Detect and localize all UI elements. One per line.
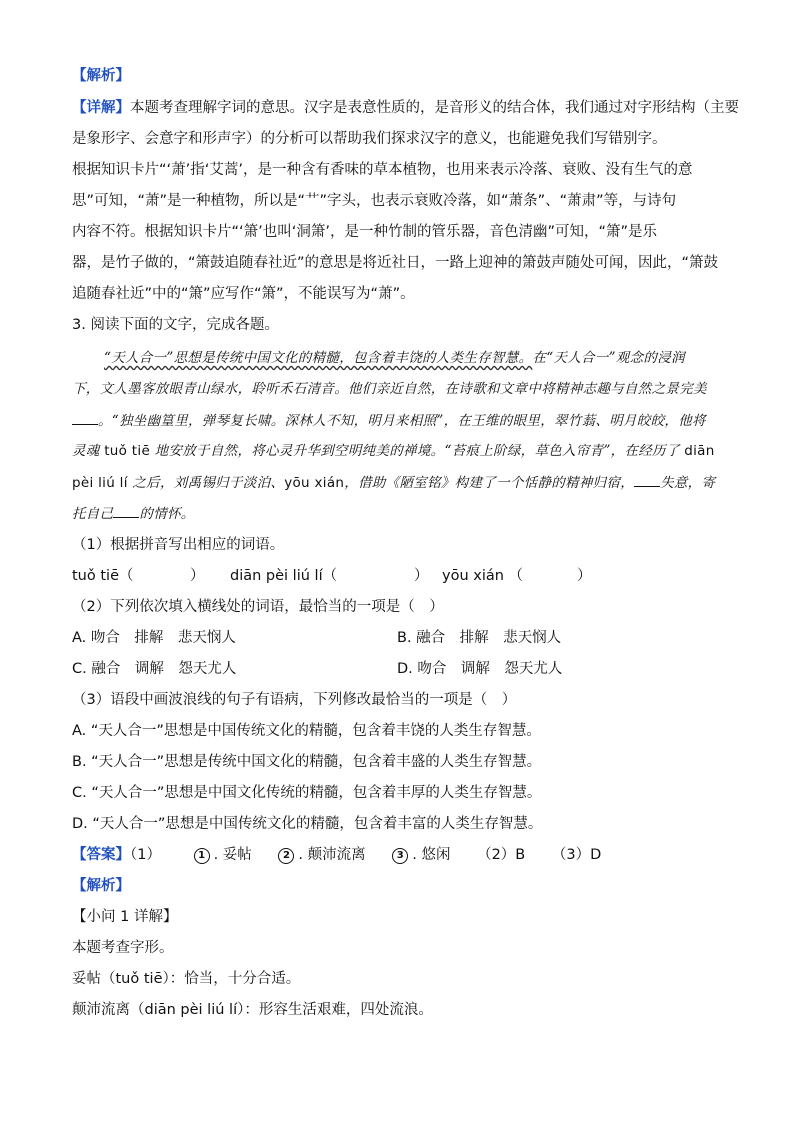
fill-blank[interactable] (634, 472, 660, 487)
passage-line (104, 348, 724, 368)
option-b[interactable]: B. 融合 排解 悲天悯人 (397, 630, 562, 646)
analysis-label: 【解析】 (72, 68, 130, 84)
paragraph-line: 内容不符。根据知识卡片“‘箫’也叫‘洞箫’，是一种竹制的管乐器，音色清幽”可知，“箫”是乐 (72, 224, 657, 240)
number-circle-icon: 3 (392, 848, 408, 864)
answer-part: （3）D (551, 847, 602, 863)
passage-line (72, 410, 724, 431)
pinyin: tuǒ tiē (104, 443, 151, 459)
paragraph-line: 本题考查字形。 (72, 940, 174, 956)
text: 托自己 (72, 506, 114, 522)
text: 。“独坐幽篁里，弹琴复长啸。深林人不知，明月来相照”，在王维的眼里，翠竹蓊、明月皎皎，他将 (98, 413, 706, 429)
answer-part: （2）B (477, 847, 526, 863)
wavy-sentence: “天人合一”思想是传统中国文化的精髓，包含着丰饶的人类生存智慧。 (104, 350, 533, 366)
detail-tag: 【详解】 (72, 100, 130, 116)
option-a[interactable]: A. “天人合一”思想是中国传统文化的精髓，包含着丰饶的人类生存智慧。 (72, 723, 541, 739)
pinyin-prompt: yōu xián （ (442, 568, 524, 584)
paragraph-line (72, 98, 739, 118)
fill-blank[interactable] (113, 503, 139, 518)
fill-blank[interactable] (72, 410, 98, 425)
close-paren: ） (414, 568, 429, 584)
pinyin-prompt: diān pèi liú lí（ (230, 568, 338, 584)
answer-word: . 悠闲 (412, 847, 451, 863)
close-paren: ） (577, 568, 592, 584)
subsection-heading: 【小问 1 详解】 (72, 909, 178, 925)
pinyin: pèi liú lí (72, 475, 128, 491)
option-c[interactable]: C. 融合 调解 怨天尤人 (72, 661, 237, 677)
text: 的情怀。 (139, 506, 195, 522)
passage-line: 下，文人墨客放眼青山绿水，聆听禾石清音。他们亲近自然，在诗歌和文章中将精神志趣与自然之景完美 (72, 381, 707, 397)
subquestion-stem: （1）根据拼音写出相应的词语。 (72, 537, 285, 553)
passage-line (72, 472, 724, 493)
paragraph-line: 思”可知，“萧”是一种植物，所以是“艹”字头，也表示衰败冷落，如“萧条”、“萧肃”等，与诗句 (72, 193, 677, 209)
answer-word: . 颠沛流离 (298, 847, 366, 863)
answer-word: . 妥帖 (213, 847, 252, 863)
option-a[interactable]: A. 吻合 排解 悲天悯人 (72, 630, 236, 646)
pinyin: yōu xián (284, 475, 345, 491)
option-c[interactable]: C. “天人合一”思想是中国文化传统的精髓，包含着丰厚的人类生存智慧。 (72, 785, 542, 801)
number-circle-icon: 2 (278, 848, 294, 864)
question-title: 3. 阅读下面的文字，完成各题。 (72, 317, 279, 333)
paragraph-line: 根据知识卡片“‘萧’指‘艾蒿’，是一种含有香味的草本植物，也用来表示冷落、衰败、没有生气的意 (72, 162, 693, 178)
answer-part: （1） (130, 847, 161, 863)
pinyin: diān (684, 443, 715, 459)
text: 失意，寄 (660, 475, 716, 491)
text: ，借助《陋室铭》构建了一个恬静的精神归宿， (344, 475, 635, 491)
analysis-label: 【解析】 (72, 878, 130, 894)
text: 本题考查理解字词的意思。汉字是表意性质的，是音形义的结合体，我们通过对字形结构（主要 (130, 100, 739, 116)
text: 之后，刘禹锡归于淡泊、 (132, 475, 285, 491)
paragraph-line: 追随春社近”中的“箫”应写作“箫”，不能误写为“萧”。 (72, 286, 415, 302)
option-d[interactable]: D. “天人合一”思想是中国传统文化的精髓，包含着丰富的人类生存智慧。 (72, 816, 543, 832)
text: 灵魂 (72, 443, 100, 459)
number-circle-icon: 1 (194, 848, 210, 864)
pinyin-prompt: tuǒ tiē（ (72, 568, 134, 584)
text: 地安放于自然，将心灵升华到空明纯美的禅境。“苔痕上阶绿，草色入帘青”，在经历了 (154, 443, 680, 459)
subquestion-stem: （3）语段中画波浪线的句子有语病，下列修改最恰当的一项是（ ） (72, 692, 517, 708)
passage-line (72, 441, 724, 461)
answer-tag: 【答案】 (72, 847, 130, 863)
option-d[interactable]: D. 吻合 调解 怨天尤人 (397, 661, 563, 677)
subquestion-stem: （2）下列依次填入横线处的词语，最恰当的一项是（ ） (72, 599, 444, 615)
paragraph-line: 器，是竹子做的，“箫鼓追随春社近”的意思是将近社日，一路上迎神的箫鼓声随处可闻，因此，“箫鼓 (72, 255, 719, 271)
paragraph-line: 妥帖（tuǒ tiē）：恰当，十分合适。 (72, 971, 301, 987)
paragraph-line: 颠沛流离（diān pèi liú lí）：形容生活艰难，四处流浪。 (72, 1002, 433, 1018)
option-b[interactable]: B. “天人合一”思想是传统中国文化的精髓，包含着丰盛的人类生存智慧。 (72, 754, 542, 770)
text: 在“天人合一”观念的浸润 (532, 350, 685, 366)
close-paren: ） (190, 568, 205, 584)
passage-line (72, 503, 724, 524)
answer-line (72, 845, 724, 865)
paragraph-line: 是象形字、会意字和形声字）的分析可以帮助我们探求汉字的意义，也能避免我们写错别字。 (72, 131, 667, 147)
